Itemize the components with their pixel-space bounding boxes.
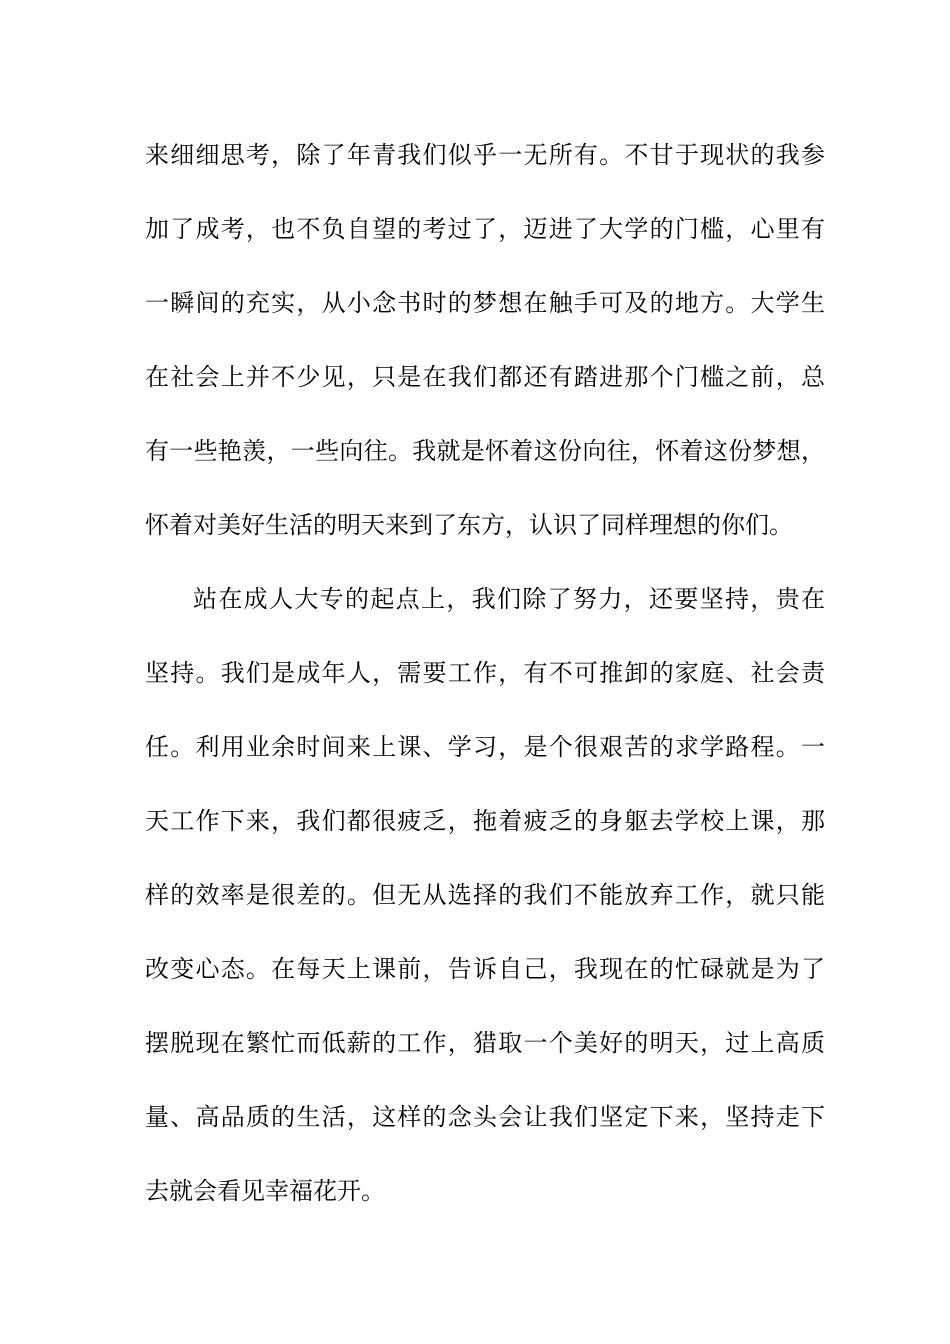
paragraph-2-line-1: 站在成人大专的起点上，我们除了努力，还要坚持，贵在 [193,585,825,613]
paragraph-2-line-8: 量、高品质的生活，这样的念头会让我们坚定下来，坚持走下 [145,1103,825,1131]
paragraph-1-line-3: 一瞬间的充实，从小念书时的梦想在触手可及的地方。大学生 [145,289,825,317]
paragraph-2-line-7: 摆脱现在繁忙而低薪的工作，猎取一个美好的明天，过上高质 [145,1029,825,1057]
paragraph-2-line-3: 任。利用业余时间来上课、学习，是个很艰苦的求学路程。一 [145,733,825,761]
paragraph-1-line-6: 怀着对美好生活的明天来到了东方，认识了同样理想的你们。 [145,511,793,539]
paragraph-2-line-9: 去就会看见幸福花开。 [145,1177,385,1205]
paragraph-2-line-6: 改变心态。在每天上课前，告诉自己，我现在的忙碌就是为了 [145,955,825,983]
paragraph-2-line-2: 坚持。我们是成年人，需要工作，有不可推卸的家庭、社会责 [145,659,825,687]
paragraph-1-line-4: 在社会上并不少见，只是在我们都还有踏进那个门槛之前，总 [145,363,825,391]
paragraph-1-line-1: 来细细思考，除了年青我们似乎一无所有。不甘于现状的我参 [145,141,825,169]
paragraph-1-line-5: 有一些艳羡，一些向往。我就是怀着这份向往，怀着这份梦想， [145,437,825,465]
paragraph-2-line-4: 天工作下来，我们都很疲乏，拖着疲乏的身躯去学校上课，那 [145,807,825,835]
paragraph-2-line-5: 样的效率是很差的。但无从选择的我们不能放弃工作，就只能 [145,881,825,909]
paragraph-1-line-2: 加了成考，也不负自望的考过了，迈进了大学的门槛，心里有 [145,215,825,243]
